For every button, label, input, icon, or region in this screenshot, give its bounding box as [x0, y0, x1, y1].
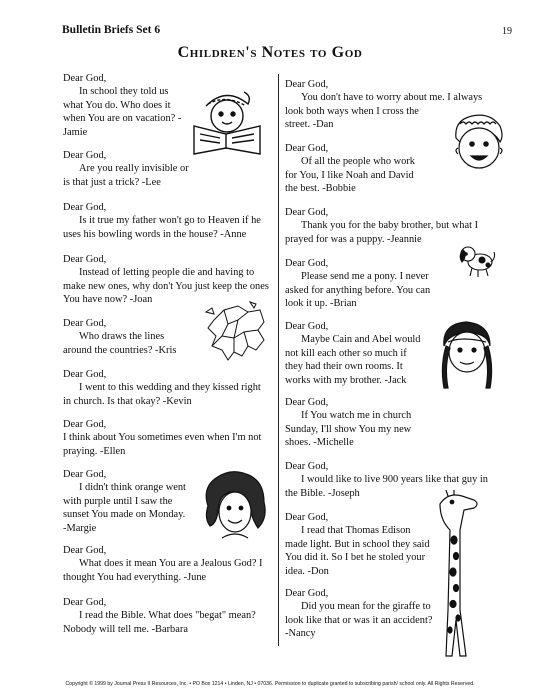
page-title	[0, 44, 540, 62]
note-jeannie	[285, 206, 478, 246]
note-greeting: Dear God,	[285, 258, 329, 269]
note-greeting: Dear God,	[285, 397, 329, 408]
note-text: I went to this wedding and they kissed right in church. Is that okay? -Kevin	[63, 382, 261, 407]
note-brian	[285, 257, 430, 311]
note-greeting: Dear God,	[285, 143, 329, 154]
note-text: I read the Bible. What does "begat" mean? Nobody will tell me. -Barbara	[63, 610, 256, 635]
note-ellen	[63, 418, 261, 458]
note-text: Maybe Cain and Abel would not kill each other so much if they had their own rooms. It works with my brother. -Jack	[285, 334, 421, 386]
curly-haired-child-illustration	[200, 468, 270, 542]
note-text: In school they told us what You do. Who does it when You are on vacation? - Jamie	[63, 86, 182, 138]
note-text: I read that Thomas Edison made light. But in school they said You did it. So I bet he stoled your idea. -Don	[285, 525, 430, 577]
note-barbara	[63, 596, 256, 636]
note-greeting: Dear God,	[285, 79, 329, 90]
puppy-illustration	[458, 240, 498, 280]
note-greeting: Dear God,	[63, 469, 107, 480]
note-text: What does it mean You are a Jealous God? I thought You had everything. -June	[63, 558, 263, 583]
note-jamie	[63, 72, 181, 139]
child-reading-book-illustration	[186, 86, 266, 156]
copyright-footer: Copyright © 1999 by Journal Press II Resources, Inc. • PO Box 1214 • Linden, NJ • 07036. Permission to duplicate granted to subscribing parish/ school only. All Rights Reserved.	[65, 681, 475, 687]
note-greeting: Dear God,	[285, 321, 329, 332]
note-kevin	[63, 368, 261, 408]
note-greeting: Dear God,	[285, 512, 329, 523]
note-text: Please send me a pony. I never asked for anything before. You can look it up. -Brian	[285, 271, 431, 310]
note-greeting: Dear God,	[63, 419, 107, 430]
note-text: I think about You sometimes even when I'm not praying. -Ellen	[63, 432, 262, 457]
note-nancy	[285, 587, 432, 641]
note-greeting: Dear God,	[63, 545, 107, 556]
boy-face-illustration	[450, 112, 506, 172]
note-greeting: Dear God,	[63, 150, 107, 161]
note-greeting: Dear God,	[285, 461, 329, 472]
note-margie	[63, 468, 186, 535]
note-bobbie	[285, 142, 415, 196]
note-michelle	[285, 396, 411, 450]
note-greeting: Dear God,	[63, 597, 107, 608]
set-label: Bulletin Briefs Set 6	[62, 24, 161, 36]
note-anne	[63, 201, 261, 241]
note-greeting: Dear God,	[63, 254, 107, 265]
note-greeting: Dear God,	[285, 207, 329, 218]
note-greeting: Dear God,	[63, 202, 107, 213]
note-greeting: Dear God,	[63, 73, 107, 84]
note-text: If You watch me in church Sunday, I'll show You my new shoes. -Michelle	[285, 410, 412, 449]
note-greeting: Dear God,	[63, 318, 107, 329]
note-lee	[63, 149, 189, 189]
note-text: Instead of letting people die and having to make new ones, why don't You just keep the ones You have now? -Joan	[63, 267, 269, 306]
note-joan	[63, 253, 269, 307]
column-divider	[278, 74, 279, 646]
note-text: Did you mean for the giraffe to look like that or was it an accident? -Nancy	[285, 601, 433, 640]
note-june	[63, 544, 263, 584]
note-text: Is it true my father won't go to Heaven if he uses his bowling words in the house? -Anne	[63, 215, 261, 240]
note-text: I would like to live 900 years like that guy in the Bible. -Joseph	[285, 474, 488, 499]
page-title-text: Children's Notes to God	[177, 44, 363, 61]
page-number: 19	[502, 26, 512, 37]
note-greeting: Dear God,	[285, 588, 329, 599]
note-don	[285, 511, 430, 578]
girl-with-braids-illustration	[432, 316, 502, 392]
giraffe-illustration	[430, 490, 484, 660]
note-text: Thank you for the baby brother, but what I prayed for was a puppy. -Jeannie	[285, 220, 479, 245]
note-jack	[285, 320, 420, 387]
note-text: You don't have to worry about me. I always look both ways when I cross the street. -Dan	[285, 92, 483, 131]
note-kris	[63, 317, 176, 357]
note-text: Of all the people who work for You, I like Noah and David the best. -Bobbie	[285, 156, 415, 195]
note-text: Who draws the lines around the countries? -Kris	[63, 331, 177, 356]
note-text: Are you really invisible or is that just a trick? -Lee	[63, 163, 189, 188]
europe-map-illustration	[204, 300, 268, 364]
note-text: I didn't think orange went with purple until I saw the sunset You made on Monday. -Margie	[63, 482, 186, 534]
note-greeting: Dear God,	[63, 369, 107, 380]
